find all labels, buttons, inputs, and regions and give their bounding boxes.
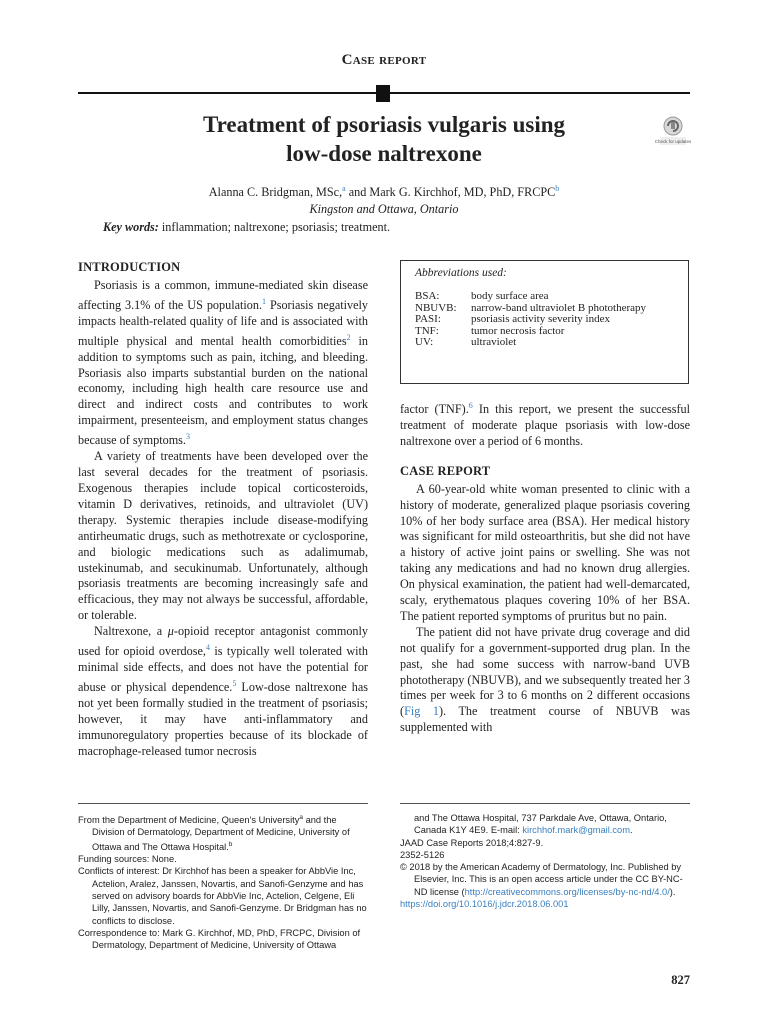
page-number: 827: [671, 973, 690, 987]
case-report-heading: CASE REPORT: [400, 463, 491, 478]
article-title: [120, 110, 648, 168]
right-column: [400, 398, 690, 736]
keywords-text: inflammation; naltrexone; psoriasis; treatment.: [158, 220, 391, 234]
doi-link[interactable]: https://doi.org/10.1016/j.jdcr.2018.06.001: [400, 899, 569, 910]
affil-a[interactable]: a: [342, 184, 346, 193]
footnote-affiliations: From the Department of Medicine, Queen's University$^a$ and the Division of Dermatology, Department of Medicine, University of Ottawa and The Ottawa Hospital.$^b$: [78, 814, 350, 852]
journal-citation: JAAD Case Reports 2018;4:827-9.: [400, 837, 544, 848]
author-1: Alanna C. Bridgman, MSc,: [208, 185, 343, 200]
author-location: Kingston and Ottawa, Ontario: [309, 202, 459, 217]
email-link[interactable]: kirchhof.mark@gmail.com: [522, 825, 630, 836]
section-header: Case report: [341, 52, 427, 68]
abbreviations-title: Abbreviations used:: [415, 267, 507, 279]
figure-1-link[interactable]: Fig 1: [404, 704, 440, 719]
footnote-divider-left: [78, 803, 368, 804]
issn: 2352-5126: [400, 849, 445, 860]
copyright-notice: © 2018 by the American Academy of Dermatology, Inc. Published by Elsevier, Inc. This is an open access article under the CC BY-NC-ND license (http://creativecommons.org/licenses/by-nc-nd/4.0/).: [400, 862, 683, 897]
title-line-2: low-dose naltrexone: [286, 141, 482, 166]
check-for-updates-icon: [654, 115, 692, 147]
abbreviations-box: [400, 260, 689, 384]
footnotes-left: [78, 812, 370, 951]
footnote-conflicts: Conflicts of interest: Dr Kirchhof has been a speaker for AbbVie Inc, Actelion, Aralez, Janssen, Novartis, and Sanofi-Genzyme and has served on advisory boards for AbbVie Inc, Actelion, Celgene, Eli Lilly, Janssen, Novartis, and Sanofi-Genzyme. Dr Bridgman has no conflicts to disclose.: [78, 866, 367, 926]
abbreviation-row: TNF: tumor necrosis factor: [415, 324, 565, 337]
intro-heading: INTRODUCTION: [78, 260, 181, 274]
keywords: [103, 220, 703, 235]
footnote-correspondence: Correspondence to: Mark G. Kirchhof, MD, PhD, FRCPC, Division of Dermatology, Department of Medicine, University of Ottawa: [78, 927, 361, 951]
header-rule-marker: [376, 85, 390, 102]
intro-paragraph-3: Naltrexone, a μ-opioid receptor antagonist commonly used for opioid overdose,$^4$ is typically well tolerated with minimal side effects, and does not have the potential for abuse or physical dependence.$^5$ Low-dose naltrexone has not yet been formally studied in the treatment of psoriasis; however, it may have anti-inflammatory and immunoregulatory properties because of its blockade of macrophage-released tumor necrosis: [78, 624, 368, 758]
check-for-updates-badge[interactable]: [654, 115, 692, 147]
left-column: [78, 260, 368, 760]
abbreviation-row: NBUVB: narrow-band ultraviolet B phototherapy: [415, 301, 647, 314]
author-names: [90, 180, 678, 201]
intro-paragraph-2: A variety of treatments have been developed over the last several decades for the treatment of psoriasis. Exogenous therapies include topical corticosteroids, vitamin D derivatives, retinoids, and ultraviolet (UV) therapy. Systemic therapies include disease-modifying antirheumatic drugs, such as methotrexate or cyclosporine, and biologic medications such as adalimumab, ustekinumab, and secukinumab. Unfortunately, although psoriasis treatments are becoming increasingly safe and efficacious, they may not always be successful, affordable, or tolerable.: [78, 449, 368, 623]
author-2: and Mark G. Kirchhof, MD, PhD, FRCPC: [345, 185, 556, 200]
reference-2[interactable]: 2: [346, 332, 351, 342]
reference-5[interactable]: 5: [232, 678, 237, 688]
abbreviation-row: PASI: psoriasis activity severity index: [415, 313, 610, 325]
abbreviation-row: UV: ultraviolet: [415, 336, 517, 348]
footnote-funding: Funding sources: None.: [78, 854, 177, 865]
license-link[interactable]: http://creativecommons.org/licenses/by-nc-nd/4.0/: [464, 886, 670, 897]
reference-3[interactable]: 3: [185, 432, 190, 442]
keywords-label: Key words:: [103, 220, 159, 234]
reference-4[interactable]: 4: [205, 643, 210, 653]
title-line-1: Treatment of psoriasis vulgaris using: [202, 112, 566, 137]
reference-6[interactable]: 6: [468, 401, 473, 410]
footnote-divider-right: [400, 803, 690, 804]
abbreviations-table: [415, 291, 646, 349]
affil-b[interactable]: b: [555, 184, 560, 193]
case-paragraph-2: The patient did not have private drug coverage and did not qualify for a government-supported drug plan. In the past, she had some success with narrow-band UVB phototherapy (NBUVB), and we subsequently treated her 3 times per week for 3 to 6 months on 2 different occasions (Fig 1). The treatment course of NBUVB was supplemented with: [400, 624, 690, 735]
case-paragraph-1: A 60-year-old white woman presented to clinic with a history of moderate, generalized plaque psoriasis covering 10% of her body surface area (BSA). Her medical history was significant for mild osteoarthritis, but she did not have a history of active joint pains or swelling. She was not taking any medications and had no known drug allergies. On physical examination, the patient had well-demarcated, scaly, erythematous plaques covering 10% of her BSA. The patient reported symptoms of pruritus but no pain.: [400, 481, 690, 623]
intro-continuation: factor (TNF).$^6$ In this report, we present the successful treatment of moderate plaque psoriasis with low-dose naltrexone over a period of 6 months.: [400, 401, 690, 448]
reference-1[interactable]: 1: [262, 296, 266, 306]
author-block: [90, 180, 678, 218]
abbreviation-row: BSA: body surface area: [415, 290, 549, 302]
footnote-address: and The Ottawa Hospital, 737 Parkdale Ave, Ottawa, Ontario, Canada K1Y 4E9. E-mail: kirchhof.mark@gmail.com.: [414, 813, 667, 836]
intro-paragraph-1: Psoriasis is a common, immune-mediated skin disease affecting 3.1% of the US population.$^1$ Psoriasis negatively impacts health-related quality of life and is associated with multiple physical and mental health comorbidities$^2$ in addition to symptoms such as pain, itching, and bleeding. Psoriasis also imparts substantial burden on the national economy, including high health care resource use and direct and indirect costs and contributes to work impairment, presenteeism, and employment status changes because of symptoms.$^3$: [78, 277, 368, 448]
badge-label: Check for updates: [654, 139, 692, 144]
footnotes-right: [400, 812, 692, 910]
